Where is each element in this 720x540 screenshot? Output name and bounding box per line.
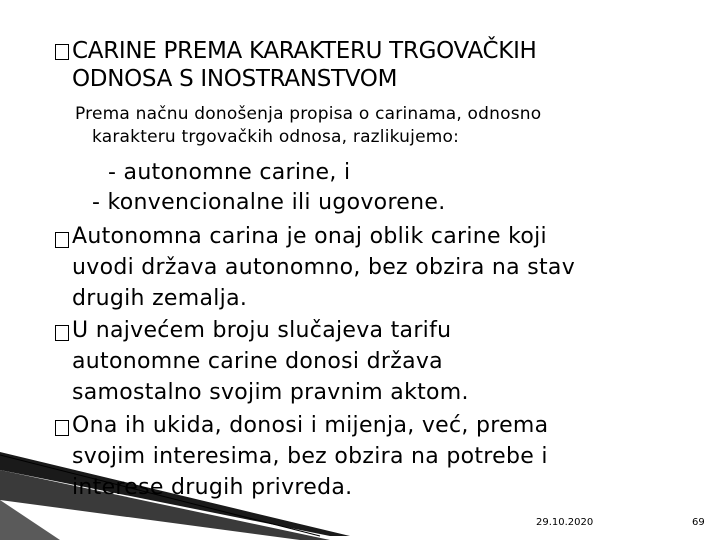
point-2-line-3: samostalno svojim pravnim aktom.	[72, 380, 469, 405]
point-1-line-1: Autonomna carina je onaj oblik carine koji	[72, 224, 547, 249]
heading-line-1: CARINE PREMA KARAKTERU TRGOVAČKIH	[72, 38, 537, 64]
type-konvencionalne: - konvencionalne ili ugovorene.	[92, 190, 446, 215]
point-3-line-1: Ona ih ukida, donosi i mijenja, već, prema	[72, 413, 549, 438]
bullet-box-icon	[55, 420, 69, 436]
point-2-line-2: autonomne carine donosi država	[72, 349, 443, 374]
bullet-box-icon	[55, 44, 69, 60]
point-3-line-2: svojim interesima, bez obzira na potrebe i	[72, 444, 548, 469]
bullet-box-icon	[55, 325, 69, 341]
type-autonomne: - autonomne carine, i	[108, 160, 351, 185]
intro-line-2: karakteru trgovačkih odnosa, razlikujemo:	[92, 127, 460, 147]
bullet-box-icon	[55, 232, 69, 248]
intro-line-1: Prema načnu donošenja propisa o carinama, odnosno	[75, 104, 542, 124]
point-1-line-2: uvodi država autonomno, bez obzira na stav	[72, 255, 576, 280]
heading-line-2: ODNOSA S INOSTRANSTVOM	[72, 66, 398, 92]
point-1-line-3: drugih zemalja.	[72, 286, 248, 311]
point-2-line-1: U najvećem broju slučajeva tarifu	[72, 318, 452, 343]
footer-date: 29.10.2020	[536, 517, 594, 528]
point-3-line-3: interese drugih privreda.	[72, 475, 353, 500]
footer-page-number: 69	[692, 517, 705, 528]
